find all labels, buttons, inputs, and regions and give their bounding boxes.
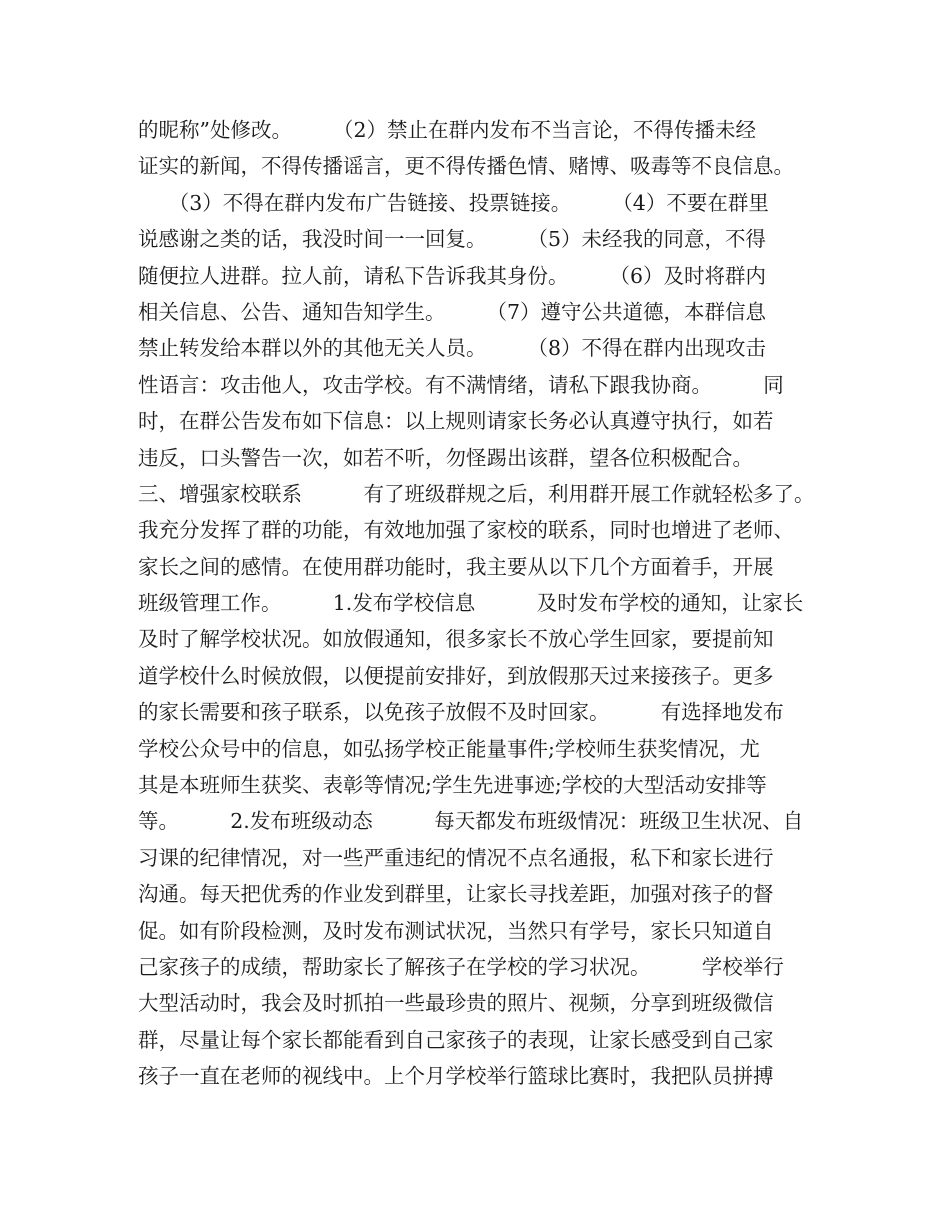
text-line: 己家孩子的成绩，帮助家长了解孩子在学校的学习状况。 学校举行 (138, 954, 784, 979)
text-line: 说感谢之类的话，我没时间一一回复。 （5）未经我的同意，不得 (138, 227, 767, 252)
text-line: 等。 2.发布班级动态 每天都发布班级情况：班级卫生状况、自 (138, 809, 804, 834)
text-line: 道学校什么时候放假，以便提前安排好，到放假那天过来接孩子。更多 (138, 663, 774, 688)
text-line: 班级管理工作。 1.发布学校信息 及时发布学校的通知，让家长 (138, 591, 804, 616)
document-body (138, 112, 828, 1095)
section-heading-line: 三、增强家校联系 有了班级群规之后，利用群开展工作就轻松多了。 (138, 481, 815, 506)
text-line: （3）不得在群内发布广告链接、投票链接。 （4）不要在群里 (138, 190, 769, 215)
text-line: 习课的纪律情况，对一些严重违纪的情况不点名通报，私下和家长进行 (138, 845, 774, 870)
text-line: 性语言：攻击他人，攻击学校。有不满情绪，请私下跟我协商。 同 (138, 372, 784, 397)
text-line: 家长之间的感情。在使用群功能时，我主要从以下几个方面着手，开展 (138, 554, 774, 579)
text-line: 禁止转发给本群以外的其他无关人员。 （8）不得在群内出现攻击 (138, 336, 767, 361)
text-line: 相关信息、公告、通知告知学生。 （7）遵守公共道德，本群信息 (138, 299, 767, 324)
text-line: 其是本班师生获奖、表彰等情况;学生先进事迹;学校的大型活动安排等 (138, 773, 767, 798)
text-line: 大型活动时，我会及时抓拍一些最珍贵的照片、视频，分享到班级微信 (138, 991, 774, 1016)
text-line: 沟通。每天把优秀的作业发到群里，让家长寻找差距，加强对孩子的督 (138, 882, 774, 907)
text-line: 促。如有阶段检测，及时发布测试状况，当然只有学号，家长只知道自 (138, 918, 774, 943)
text-line: 学校公众号中的信息，如弘扬学校正能量事件;学校师生获奖情况，尤 (138, 736, 760, 761)
text-line: 的昵称”处修改。 （2）禁止在群内发布不当言论，不得传播未经 (138, 118, 757, 142)
text-line: 及时了解学校状况。如放假通知，很多家长不放心学生回家，要提前知 (138, 627, 774, 652)
text-line: 随便拉人进群。拉人前，请私下告诉我其身份。 （6）及时将群内 (138, 263, 767, 288)
text-line: 证实的新闻，不得传播谣言，更不得传播色情、赌博、吸毒等不良信息。 (138, 154, 794, 179)
text-line: 的家长需要和孩子联系，以免孩子放假不及时回家。 有选择地发布 (138, 700, 784, 725)
text-line: 时，在群公告发布如下信息：以上规则请家长务必认真遵守执行，如若 (138, 409, 774, 434)
text-line: 违反，口头警告一次，如若不听，勿怪踢出该群，望各位积极配合。 (138, 445, 753, 470)
text-line: 孩子一直在老师的视线中。上个月学校举行篮球比赛时，我把队员拼搏 (138, 1064, 774, 1089)
text-line: 我充分发挥了群的功能，有效地加强了家校的联系，同时也增进了老师、 (138, 518, 794, 543)
text-line: 群，尽量让每个家长都能看到自己家孩子的表现，让家长感受到自己家 (138, 1027, 774, 1052)
